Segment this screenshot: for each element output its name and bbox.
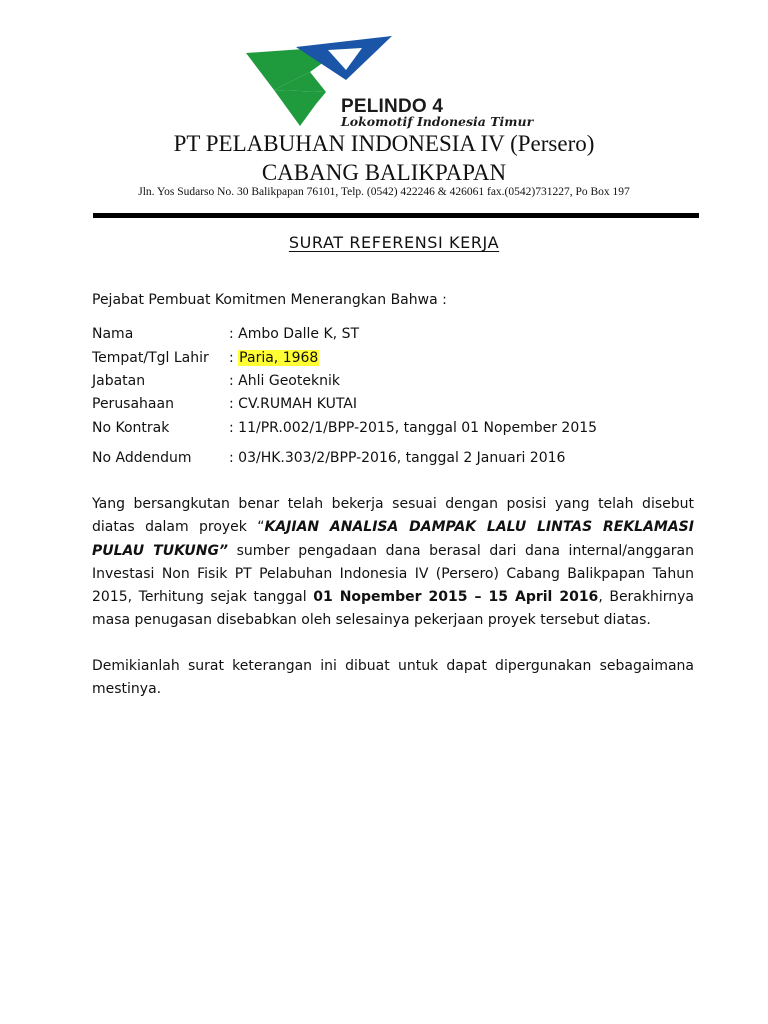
pelindo-logo — [236, 32, 566, 132]
field-label: Tempat/Tgl Lahir — [92, 350, 209, 366]
body-text: , Berakhirnya masa penugasan disebabkan oleh selesainya pekerjaan proyek tersebut diatas. — [92, 589, 695, 629]
emblem-green-tail — [274, 90, 326, 126]
field-value-highlighted: Paria, 1968 — [239, 350, 319, 366]
document-title-text: SURAT REFERENSI KERJA — [288, 233, 500, 252]
document-title — [0, 233, 768, 252]
field-label: No Kontrak — [92, 420, 170, 436]
body-text: sumber pengadaan dana berasal dari dana internal/anggaran Investasi Non Fisik PT Pelabuhan Indonesia IV (Persero) Cabang Balikpapan Tahun 2015, Terhitung sejak tanggal — [92, 542, 695, 606]
brand-tagline: Lokomotif Indonesia Timur — [341, 114, 534, 129]
body-paragraph — [92, 493, 694, 633]
closing-paragraph: Demikianlah surat keterangan ini dibuat untuk dapat dipergunakan sebagaimana mestinya. — [92, 658, 694, 698]
project-name: KAJIAN ANALISA DAMPAK LALU LINTAS REKLAMASI PULAU TUKUNG” — [92, 519, 694, 559]
field-value-prefix: : — [229, 350, 239, 366]
brand-name: PELINDO 4 — [341, 96, 444, 117]
field-label: No Addendum — [92, 450, 192, 466]
field-value: : CV.RUMAH KUTAI — [229, 396, 357, 412]
body-text: Yang bersangkutan benar telah bekerja sesuai dengan posisi yang telah disebut diatas dalam proyek “ — [92, 496, 694, 536]
field-value: : Ambo Dalle K, ST — [229, 326, 360, 342]
field-label: Jabatan — [92, 373, 146, 389]
field-no-kontrak — [92, 420, 597, 436]
intro-statement: Pejabat Pembuat Komitmen Menerangkan Bahwa : — [92, 292, 447, 308]
field-value: : Ahli Geoteknik — [229, 373, 340, 389]
company-address: Jln. Yos Sudarso No. 30 Balikpapan 76101, Telp. (0542) 422246 & 426061 fax.(0542)731227, Po Box 197 — [138, 186, 630, 198]
field-value: : 11/PR.002/1/BPP-2015, tanggal 01 Nopember 2015 — [229, 420, 598, 436]
header-divider — [93, 213, 699, 218]
branch-name: CABANG BALIKPAPAN — [261, 160, 507, 185]
field-nama — [92, 326, 359, 342]
field-value: : 03/HK.303/2/BPP-2016, tanggal 2 Januari 2016 — [229, 450, 566, 466]
field-label: Perusahaan — [92, 396, 174, 412]
field-no-addendum — [92, 450, 565, 466]
field-tempat-tgl-lahir — [92, 350, 319, 366]
assignment-period: 01 Nopember 2015 – 15 April 2016 — [313, 589, 599, 606]
field-perusahaan — [92, 396, 357, 412]
company-name: PT PELABUHAN INDONESIA IV (Persero) — [173, 131, 595, 156]
field-jabatan — [92, 373, 340, 389]
field-label: Nama — [92, 326, 134, 342]
